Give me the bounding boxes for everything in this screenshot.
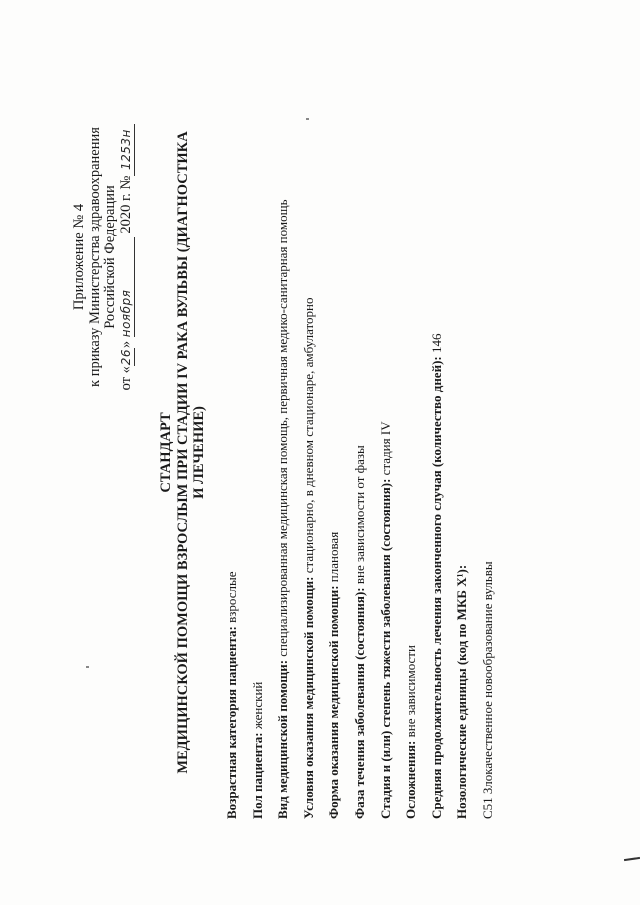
field-patient-sex: Пол пациента: женский (249, 681, 265, 819)
date-day: 26 (119, 348, 136, 366)
field-treatment-duration: Средняя продолжительность лечения законченного случая (количество дней): 146 (428, 333, 444, 819)
scan-speck (306, 118, 309, 120)
date-prefix: от « (117, 366, 134, 391)
date-year: 2020 г. № (117, 175, 134, 234)
field-care-conditions: Условия оказания медицинской помощи: стационарно, в дневном стационаре, амбулаторно (300, 297, 316, 819)
order-number: 1253н (119, 124, 136, 176)
appendix-number: Приложение № 4 (71, 203, 87, 311)
appendix-federation: Российской Федерации (102, 185, 118, 329)
date-month: ноября (119, 237, 136, 337)
standard-fields (224, 39, 506, 819)
heading-subtitle-line1: МЕДИЦИНСКОЙ ПОМОЩИ ВЗРОСЛЫМ ПРИ СТАДИИ IV РАКА ВУЛЬВЫ (ДИАГНОСТИКА (175, 131, 191, 774)
scan-speck (86, 666, 89, 668)
field-care-type: Вид медицинской помощи: специализированная медицинская помощь, первичная медико-санитарная помощь (275, 199, 291, 819)
field-nosological-units: Нозологические единицы (код по МКБ X¹): (454, 564, 470, 819)
field-icd-code: C51 Злокачественное новообразование вульвы (479, 561, 495, 819)
appendix-date-line (118, 124, 134, 391)
date-mid: » (117, 340, 134, 349)
appendix-order-ref: к приказу Министерства здравоохранения (86, 127, 103, 387)
heading-subtitle-line2: И ЛЕЧЕНИЕ) (191, 406, 207, 499)
heading-title: СТАНДАРТ (158, 412, 174, 493)
field-disease-phase: Фаза течения заболевания (состояния): вне зависимости от фазы (351, 445, 367, 819)
field-care-form: Форма оказания медицинской помощи: плановая (326, 531, 342, 819)
appendix-block (72, 92, 135, 422)
field-age-category: Возрастная категория пациента: взрослые (224, 571, 239, 819)
document-heading (158, 0, 207, 905)
field-disease-stage: Стадия и (или) степень тяжести заболевания (состояния): стадия IV (377, 421, 393, 819)
field-complications: Осложнения: вне зависимости (403, 645, 419, 819)
